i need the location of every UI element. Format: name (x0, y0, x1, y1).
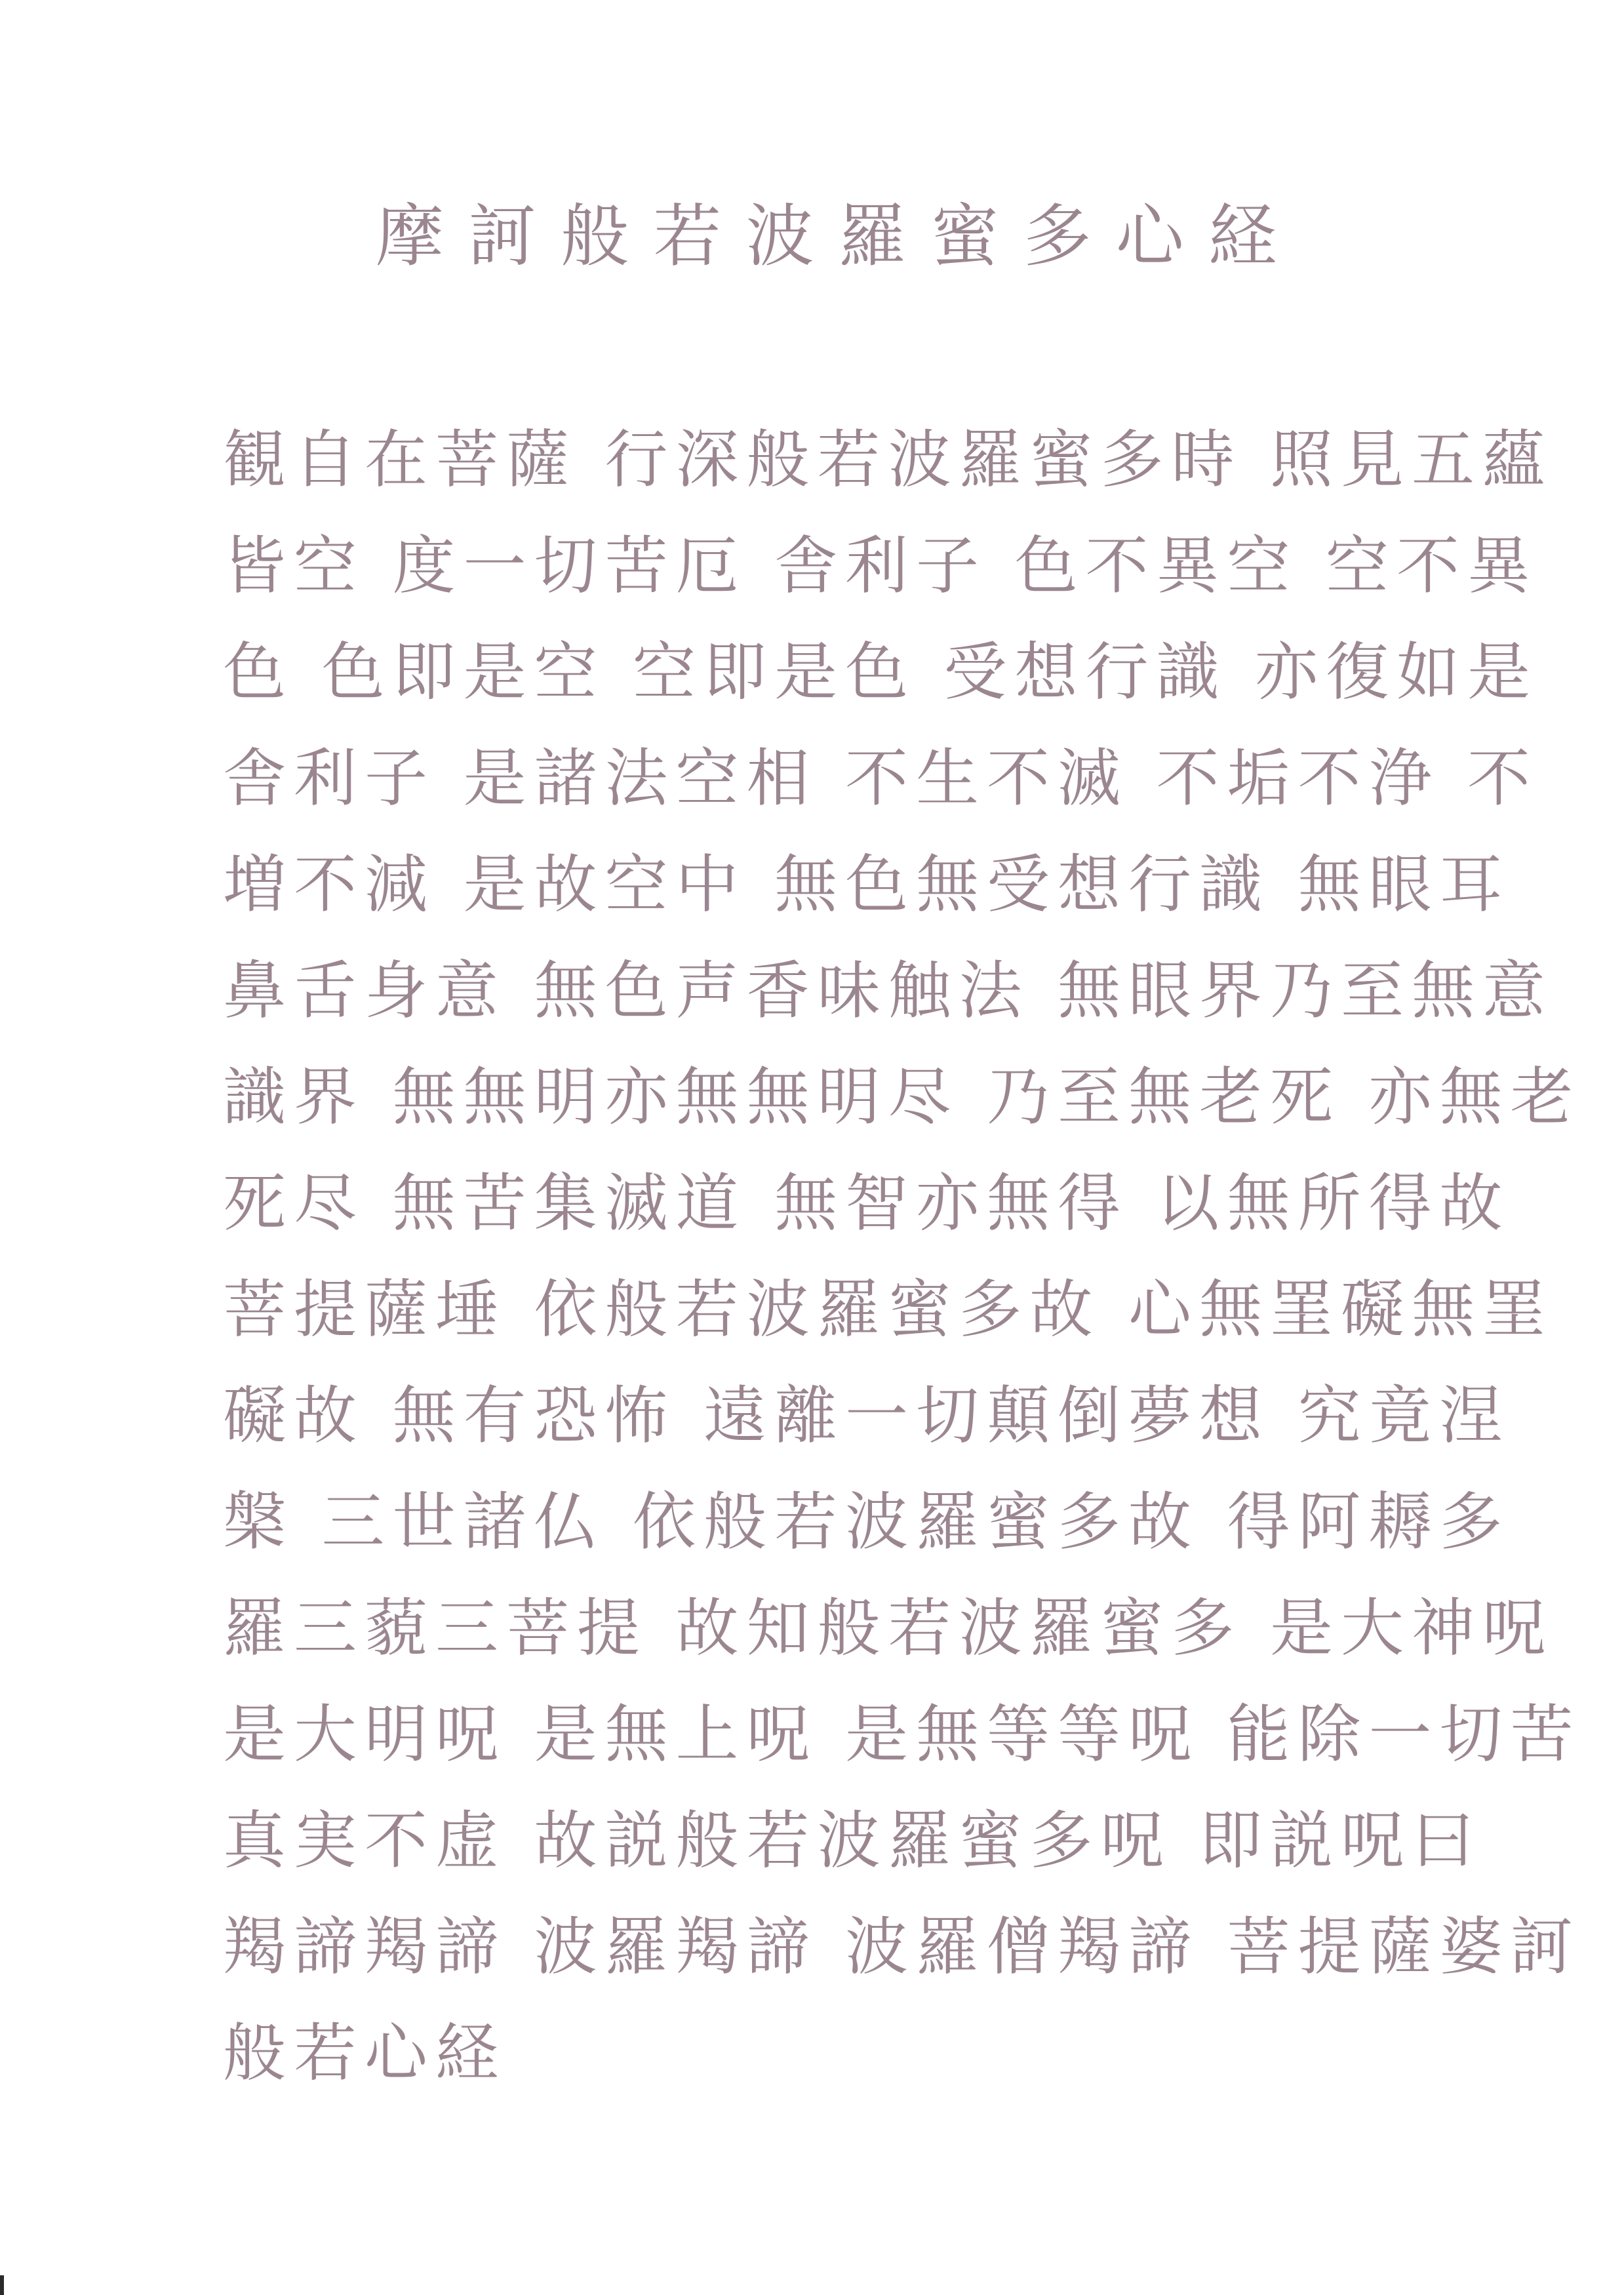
title-char: 波 (745, 196, 814, 276)
title-char: 蜜 (930, 196, 999, 276)
title-char: 経 (1208, 196, 1277, 276)
sutra-line (223, 1256, 1554, 1363)
sutra-line-text: 真実不虚 故説般若波羅蜜多呪 即説呪曰 (223, 1804, 1483, 1877)
sutra-line-text: 槃 三世諸仏 依般若波羅蜜多故 得阿耨多 (223, 1485, 1511, 1559)
sutra-line-text: 識界 無無明亦無無明尽 乃至無老死 亦無老 (223, 1060, 1581, 1134)
sutra-title (367, 193, 1285, 279)
sutra-body (223, 407, 1581, 2106)
sutra-line (223, 407, 1554, 513)
sutra-line (223, 513, 1539, 619)
sutra-line (223, 1150, 1511, 1256)
sutra-line-text: 礙故 無有恐怖 遠離一切顛倒夢想 究竟涅 (223, 1379, 1511, 1452)
sutra-line (223, 725, 1539, 831)
sutra-line (223, 1044, 1581, 1150)
sutra-line-text: 観自在菩薩 行深般若波羅蜜多時 照見五蘊 (223, 423, 1554, 496)
title-char: 摩 (375, 196, 444, 276)
sutra-line (223, 831, 1511, 938)
title-char: 多 (1023, 196, 1092, 276)
sutra-line (223, 1681, 1581, 1787)
sutra-line (223, 938, 1554, 1044)
sutra-line-text: 羅三藐三菩提 故知般若波羅蜜多 是大神呪 (223, 1591, 1554, 1665)
sutra-line (223, 1894, 1581, 2000)
sutra-line-text: 増不減 是故空中 無色無受想行識 無眼耳 (223, 848, 1511, 921)
sutra-line-text: 菩提薩埵 依般若波羅蜜多故 心無罣礙無罣 (223, 1273, 1554, 1346)
title-char: 若 (653, 196, 722, 276)
sutra-line-text: 鼻舌身意 無色声香味触法 無眼界乃至無意 (223, 954, 1554, 1028)
sutra-line (223, 2000, 1469, 2106)
sutra-line (223, 1469, 1511, 1575)
sutra-line (223, 1575, 1554, 1681)
title-char: 心 (1115, 196, 1184, 276)
title-char: 羅 (838, 196, 907, 276)
sutra-line-text: 色 色即是空 空即是色 受想行識 亦復如是 (223, 635, 1539, 709)
scan-edge-mark (0, 2275, 4, 2295)
sutra-line (223, 1787, 1483, 1894)
sutra-line (223, 619, 1539, 725)
sutra-line-text: 皆空 度一切苦厄 舎利子 色不異空 空不異 (223, 529, 1539, 603)
sutra-line (223, 1363, 1511, 1469)
sutra-line-text: 死尽 無苦集滅道 無智亦無得 以無所得故 (223, 1167, 1511, 1240)
sutra-line-text: 是大明呪 是無上呪 是無等等呪 能除一切苦 (223, 1698, 1581, 1771)
sutra-line-text: 舎利子 是諸法空相 不生不滅 不垢不浄 不 (223, 742, 1539, 815)
sutra-line-text: 羯諦羯諦 波羅羯諦 波羅僧羯諦 菩提薩婆訶 (223, 1910, 1581, 1984)
title-char: 般 (561, 196, 629, 276)
title-char: 訶 (468, 196, 537, 276)
sutra-line-text: 般若心経 (223, 2016, 506, 2090)
